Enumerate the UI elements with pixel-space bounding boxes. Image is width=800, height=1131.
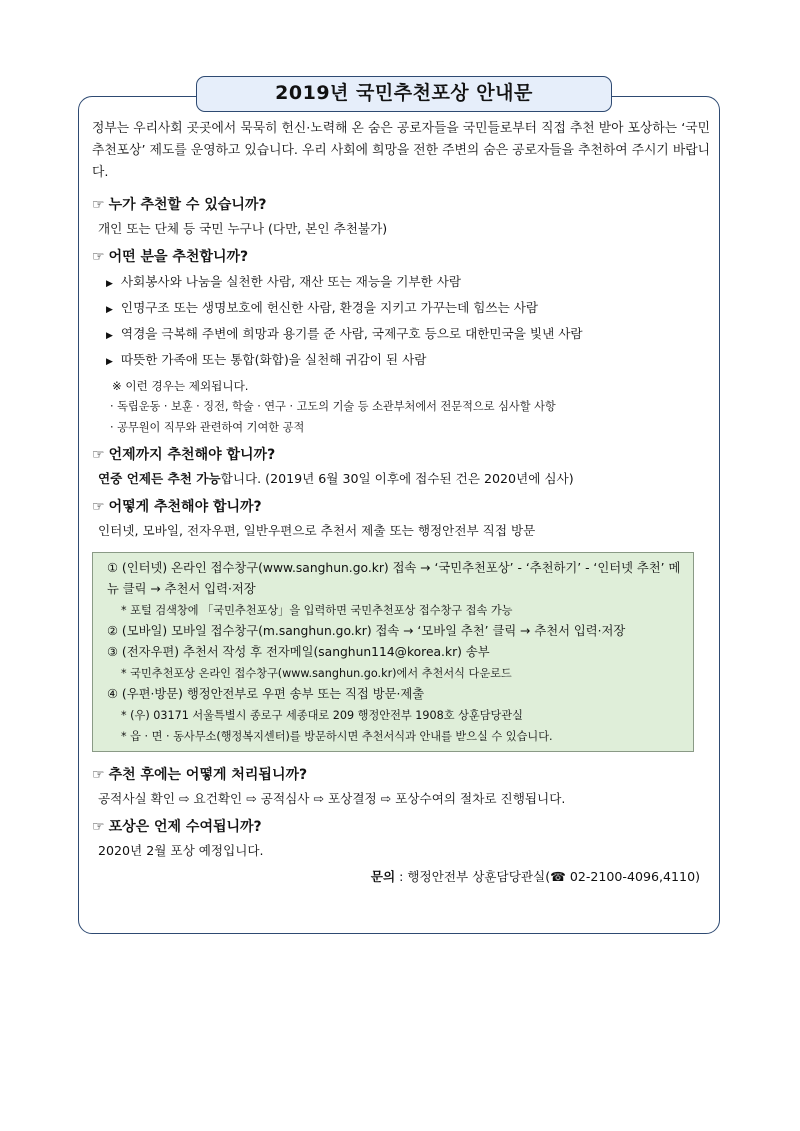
list-item: ▶ 따뜻한 가족애 또는 통합(화합)을 실천해 귀감이 된 사람 <box>106 352 427 367</box>
section-who-body: 개인 또는 단체 등 국민 누구나 (다만, 본인 추천불가) <box>98 221 388 236</box>
triangle-right-icon: ▶ <box>106 279 113 289</box>
section-when-heading: ☞ 언제까지 추천해야 합니까? <box>92 447 276 463</box>
method-email-note: * 국민추천포상 온라인 접수창구(www.sanghun.go.kr)에서 추천서식 다운로드 <box>121 667 512 680</box>
method-mobile: ② (모바일) 모바일 접수창구(m.sanghun.go.kr) 접속 → ‘모바일 추천’ 클릭 → 추천서 입력·저장 <box>107 624 626 638</box>
pointing-hand-icon: ☞ <box>92 767 105 783</box>
section-whom-heading: ☞ 어떤 분을 추천합니까? <box>92 249 249 265</box>
method-internet: ① (인터넷) 온라인 접수창구(www.sanghun.go.kr) 접속 → ‘국민추천포상’ - ‘추천하기’ - ‘인터넷 추천’ 메뉴 클릭 → 추천서 입력·저장 <box>107 561 681 596</box>
pointing-hand-icon: ☞ <box>92 499 105 515</box>
exclusion-note-heading: ※ 이런 경우는 제외됩니다. <box>112 379 249 393</box>
exclusion-note-item: · 공무원이 직무와 관련하여 기여한 공적 <box>110 421 305 434</box>
method-mail-visit: ④ (우편·방문) 행정안전부로 우편 송부 또는 직접 방문·제출 <box>107 687 425 701</box>
exclusion-note-item: · 독립운동 · 보훈 · 징전, 학술 · 연구 · 고도의 기술 등 소관부처에서 전문적으로 심사할 사항 <box>110 400 556 413</box>
document-content <box>92 118 710 888</box>
submission-methods-box <box>92 552 694 752</box>
contact-info: 문의 : 행정안전부 상훈담당관실(☎ 02-2100-4096,4110) <box>370 869 700 884</box>
method-visit-note: * 읍 · 면 · 동사무소(행정복지센터)를 방문하시면 추천서식과 안내를 받으실 수 있습니다. <box>121 730 553 743</box>
triangle-right-icon: ▶ <box>106 331 113 341</box>
section-award-heading: ☞ 포상은 언제 수여됩니까? <box>92 819 262 835</box>
intro-paragraph: 정부는 우리사회 곳곳에서 묵묵히 헌신·노력해 온 숨은 공로자들을 국민들로부터 직접 추천 받아 포상하는 ‘국민추천포상’ 제도를 운영하고 있습니다. 우리 사회에 희망을 전한 주변의 숨은 공로자들을 추천하여 주시기 바랍니다. <box>92 121 710 180</box>
section-who-heading: ☞ 누가 추천할 수 있습니까? <box>92 197 267 213</box>
pointing-hand-icon: ☞ <box>92 447 105 463</box>
list-item: ▶ 인명구조 또는 생명보호에 헌신한 사람, 환경을 지키고 가꾸는데 힘쓰는 사람 <box>106 300 539 315</box>
triangle-right-icon: ▶ <box>106 357 113 367</box>
page-title: 2019년 국민추천포상 안내문 <box>196 76 612 112</box>
triangle-right-icon: ▶ <box>106 305 113 315</box>
section-when-body: 연중 언제든 추천 가능합니다. (2019년 6월 30일 이후에 접수된 건은 2020년에 심사) <box>98 471 574 486</box>
section-after-heading: ☞ 추천 후에는 어떻게 처리됩니까? <box>92 767 308 783</box>
method-mail-address: * (우) 03171 서울특별시 종로구 세종대로 209 행정안전부 1908호 상훈담당관실 <box>121 709 523 722</box>
pointing-hand-icon: ☞ <box>92 197 105 213</box>
section-how-heading: ☞ 어떻게 추천해야 합니까? <box>92 499 262 515</box>
section-how-body: 인터넷, 모바일, 전자우편, 일반우편으로 추천서 제출 또는 행정안전부 직접 방문 <box>98 523 536 538</box>
list-item: ▶ 사회봉사와 나눔을 실천한 사람, 재산 또는 재능을 기부한 사람 <box>106 274 462 289</box>
method-email: ③ (전자우편) 추천서 작성 후 전자메일(sanghun114@korea.kr) 송부 <box>107 645 490 659</box>
pointing-hand-icon: ☞ <box>92 249 105 265</box>
pointing-hand-icon: ☞ <box>92 819 105 835</box>
section-award-body: 2020년 2월 포상 예정입니다. <box>98 843 264 858</box>
list-item: ▶ 역경을 극복해 주변에 희망과 용기를 준 사람, 국제구호 등으로 대한민국을 빛낸 사람 <box>106 326 583 341</box>
method-internet-note: * 포털 검색창에 「국민추천포상」을 입력하면 국민추천포상 접수창구 접속 가능 <box>121 604 513 617</box>
criteria-list <box>92 270 710 374</box>
section-after-body: 공적사실 확인 ⇨ 요건확인 ⇨ 공적심사 ⇨ 포상결정 ⇨ 포상수여의 절차로 진행됩니다. <box>98 791 566 806</box>
